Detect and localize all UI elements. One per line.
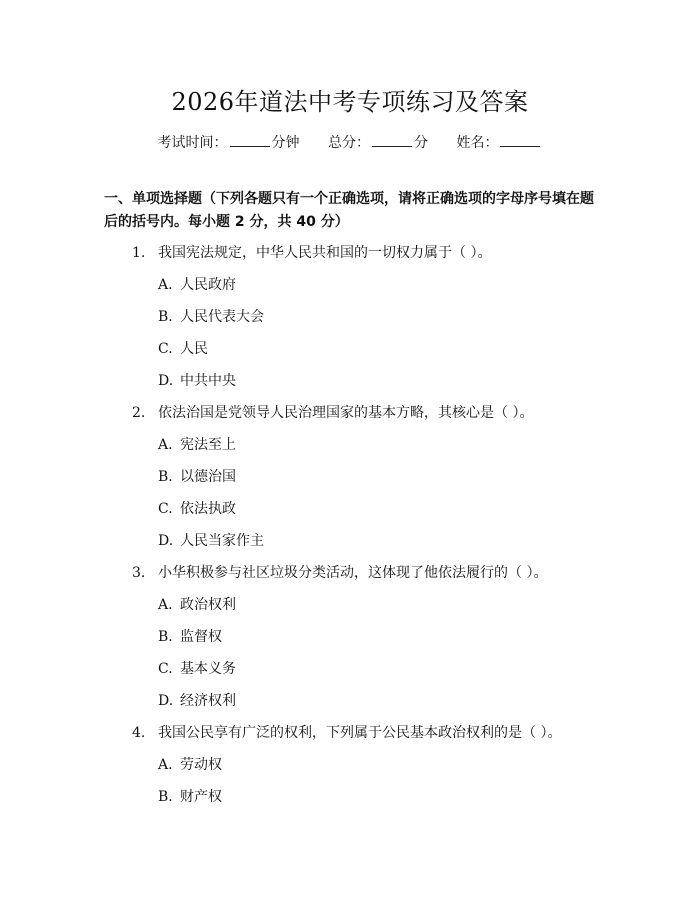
option-text: 人民 [180, 341, 208, 357]
total-score-blank [372, 133, 412, 147]
option-letter: B. [158, 789, 173, 805]
question-1 [0, 243, 700, 275]
option-text: 基本义务 [180, 661, 236, 677]
option-letter: B. [158, 469, 173, 485]
option-letter: D. [158, 693, 174, 709]
option-letter: D. [158, 373, 174, 389]
option-letter: A. [158, 597, 173, 613]
question-number: 2. [132, 405, 146, 421]
option-text: 监督权 [180, 629, 222, 645]
question-2-option-b [0, 467, 700, 499]
total-score-label: 总分： [328, 135, 370, 151]
question-1-option-d [0, 371, 700, 403]
total-score-field [328, 132, 428, 152]
question-4 [0, 723, 700, 755]
student-name-blank [500, 133, 540, 147]
option-text: 财产权 [180, 789, 222, 805]
question-number: 3. [132, 565, 146, 581]
question-list [0, 243, 700, 819]
option-text: 经济权利 [180, 693, 236, 709]
question-3 [0, 563, 700, 595]
question-number: 1. [132, 245, 146, 261]
question-2-option-d [0, 531, 700, 563]
option-letter: C. [158, 661, 173, 677]
student-name-label: 姓名： [456, 135, 499, 151]
option-letter: A. [158, 757, 173, 773]
question-2-option-a [0, 435, 700, 467]
option-text: 人民当家作主 [180, 533, 264, 549]
option-letter: C. [158, 501, 173, 517]
option-letter: B. [158, 309, 173, 325]
question-text: 小华积极参与社区垃圾分类活动，这体现了他依法履行的（ ）。 [158, 565, 548, 581]
section-heading-line-2: 后的括号内。每小题 2 分，共 40 分） [104, 214, 349, 230]
question-3-option-a [0, 595, 700, 627]
exam-time-label: 考试时间： [157, 135, 228, 151]
question-text: 依法治国是党领导人民治理国家的基本方略，其核心是（ ）。 [158, 405, 534, 421]
question-2-option-c [0, 499, 700, 531]
question-1-option-c [0, 339, 700, 371]
option-text: 劳动权 [180, 757, 222, 773]
question-4-option-a [0, 755, 700, 787]
exam-time-field [158, 132, 300, 152]
question-3-option-c [0, 659, 700, 691]
exam-info-line [0, 132, 700, 152]
option-text: 以德治国 [180, 469, 236, 485]
student-name-field [456, 132, 542, 152]
question-number: 4. [132, 725, 146, 741]
question-1-option-b [0, 307, 700, 339]
option-letter: D. [158, 533, 174, 549]
exam-time-blank [230, 133, 270, 147]
section-heading-line-1: 一、单项选择题（下列各题只有一个正确选项，请将正确选项的字母序号填在题 [104, 191, 594, 207]
option-text: 宪法至上 [180, 437, 236, 453]
section-heading [104, 188, 604, 234]
option-letter: A. [158, 437, 173, 453]
question-text: 我国宪法规定，中华人民共和国的一切权力属于（ ）。 [158, 245, 492, 261]
question-text: 我国公民享有广泛的权利，下列属于公民基本政治权利的是（ ）。 [158, 725, 562, 741]
option-text: 人民政府 [180, 277, 236, 293]
option-text: 政治权利 [180, 597, 236, 613]
question-4-option-b [0, 787, 700, 819]
question-2 [0, 403, 700, 435]
option-letter: A. [158, 277, 173, 293]
question-1-option-a [0, 275, 700, 307]
document-title: 2026年道法中考专项练习及答案 [171, 88, 529, 116]
exam-time-unit: 分钟 [271, 135, 300, 151]
option-text: 依法执政 [180, 501, 236, 517]
option-letter: C. [158, 341, 173, 357]
option-text: 中共中央 [180, 373, 236, 389]
total-score-unit: 分 [414, 135, 428, 151]
question-3-option-d [0, 691, 700, 723]
option-letter: B. [158, 629, 173, 645]
question-3-option-b [0, 627, 700, 659]
option-text: 人民代表大会 [180, 309, 264, 325]
